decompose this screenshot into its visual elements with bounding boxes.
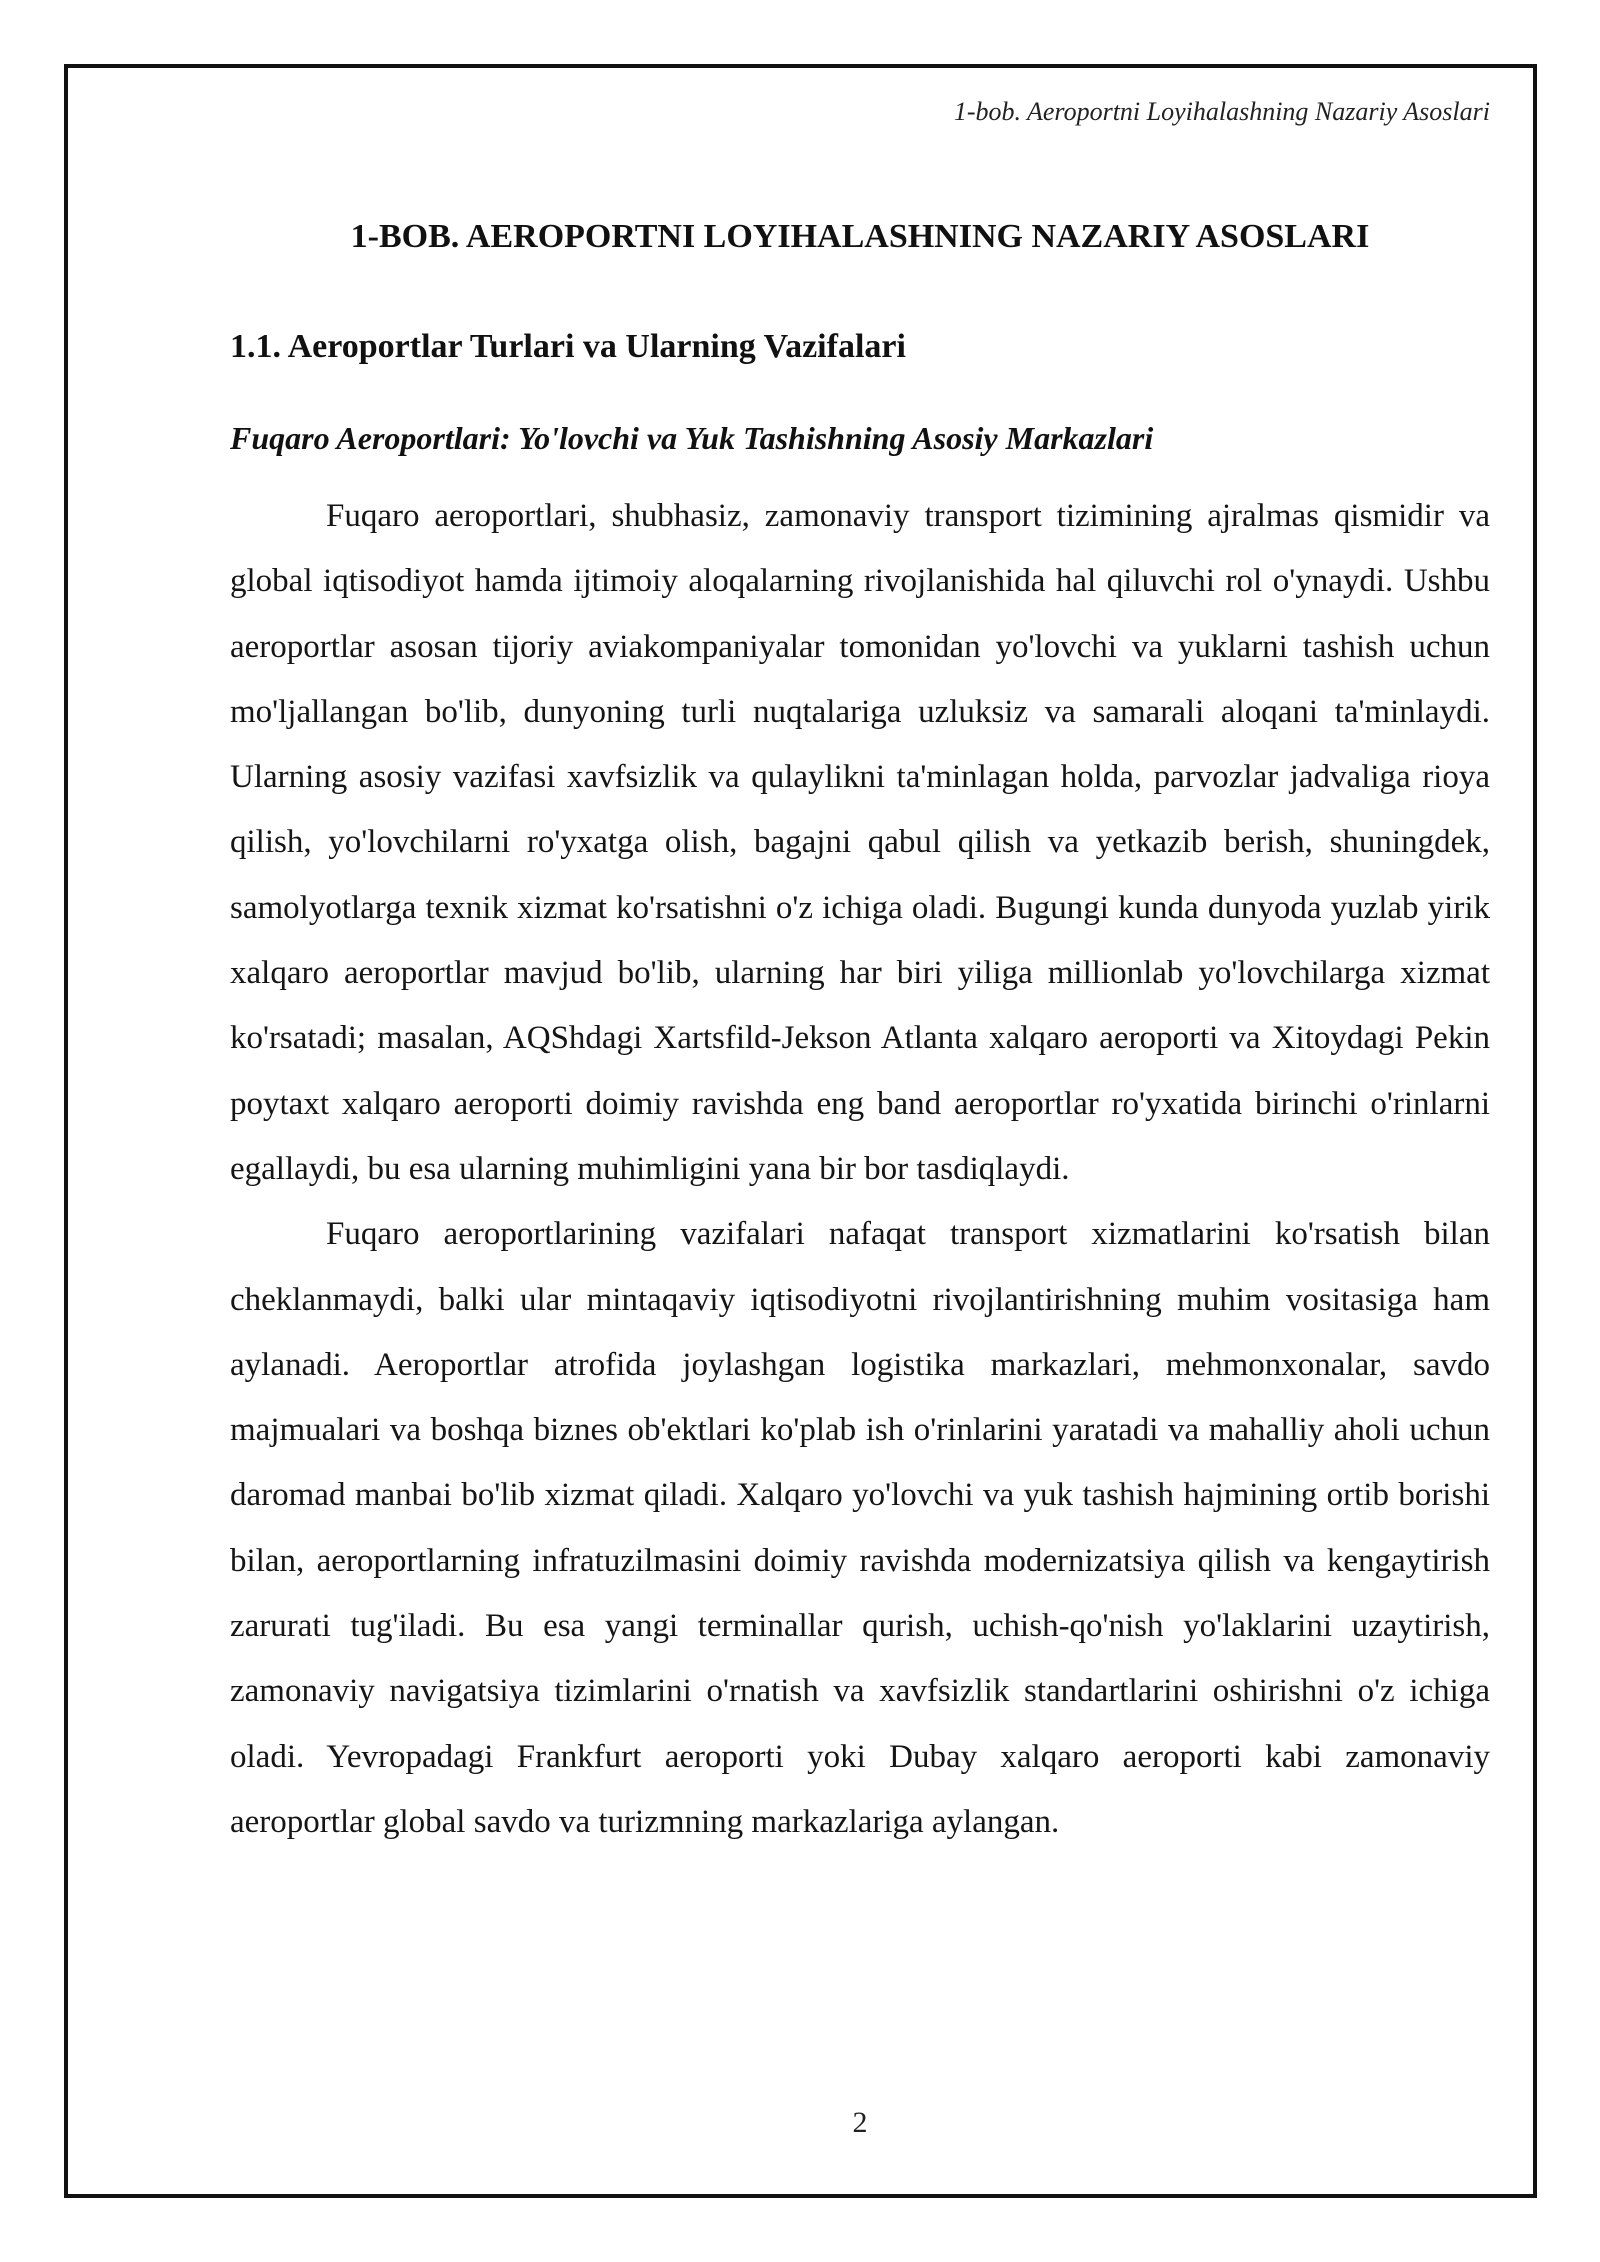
paragraph: Fuqaro aeroportlari, shubhasiz, zamonaviy transport tizimining ajralmas qismidir va global iqtisodiyot hamda ijtimoiy aloqalarning rivojlanishida hal qiluvchi rol o'ynaydi. Ushbu aeroportlar asosan tijoriy aviakompaniyalar tomonidan yo'lovchi va yuklarni tashish uchun mo'ljallangan bo'lib, dunyoning turli nuqtalariga uzluksiz va samarali aloqani ta'minlaydi. Ularning asosiy vazifasi xavfsizlik va qulaylikni ta'minlagan holda, parvozlar jadvaliga rioya qilish, yo'lovchilarni ro'yxatga olish, bagajni qabul qilish va yetkazib berish, shuningdek, samolyotlarga texnik xizmat ko'rsatishni o'z ichiga oladi. Bugungi kunda dunyoda yuzlab yirik xalqaro aeroportlar mavjud bo'lib, ularning har biri yiliga millionlab yo'lovchilarga xizmat ko'rsatadi; masalan, AQShdagi Xartsfild-Jekson Atlanta xalqaro aeroporti va Xitoydagi Pekin poytaxt xalqaro aeroporti doimiy ravishda eng band aeroportlar ro'yxatida birinchi o'rinlarni egallaydi, bu esa ularning muhimligini yana bir bor tasdiqlaydi.	[230, 498, 1490, 1187]
chapter-title: 1-BOB. AEROPORTNI LOYIHALASHNING NAZARIY ASOSLARI	[350, 218, 1370, 255]
subsection-title: Fuqaro Aeroportlari: Yo'lovchi va Yuk Tashishning Asosiy Markazlari	[230, 420, 1154, 456]
section-title: 1.1. Aeroportlar Turlari va Ularning Vazifalari	[230, 328, 906, 365]
body-text	[230, 484, 1490, 1855]
page-number: 2	[852, 2106, 868, 2139]
paragraph: Fuqaro aeroportlarining vazifalari nafaqat transport xizmatlarini ko'rsatish bilan cheklanmaydi, balki ular mintaqaviy iqtisodiyotni rivojlantirishning muhim vositasiga ham aylanadi. Aeroportlar atrofida joylashgan logistika markazlari, mehmonxonalar, savdo majmualari va boshqa biznes ob'ektlari ko'plab ish o'rinlarini yaratadi va mahalliy aholi uchun daromad manbai bo'lib xizmat qiladi. Xalqaro yo'lovchi va yuk tashish hajmining ortib borishi bilan, aeroportlarning infratuzilmasini doimiy ravishda modernizatsiya qilish va kengaytirish zarurati tug'iladi. Bu esa yangi terminallar qurish, uchish-qo'nish yo'laklarini uzaytirish, zamonaviy navigatsiya tizimlarini o'rnatish va xavfsizlik standartlarini oshirishni o'z ichiga oladi. Yevropadagi Frankfurt aeroporti yoki Dubay xalqaro aeroporti kabi zamonaviy aeroportlar global savdo va turizmning markazlariga aylangan.	[230, 1216, 1490, 1840]
running-header: 1-bob. Aeroportni Loyihalashning Nazariy Asoslari	[953, 97, 1490, 126]
